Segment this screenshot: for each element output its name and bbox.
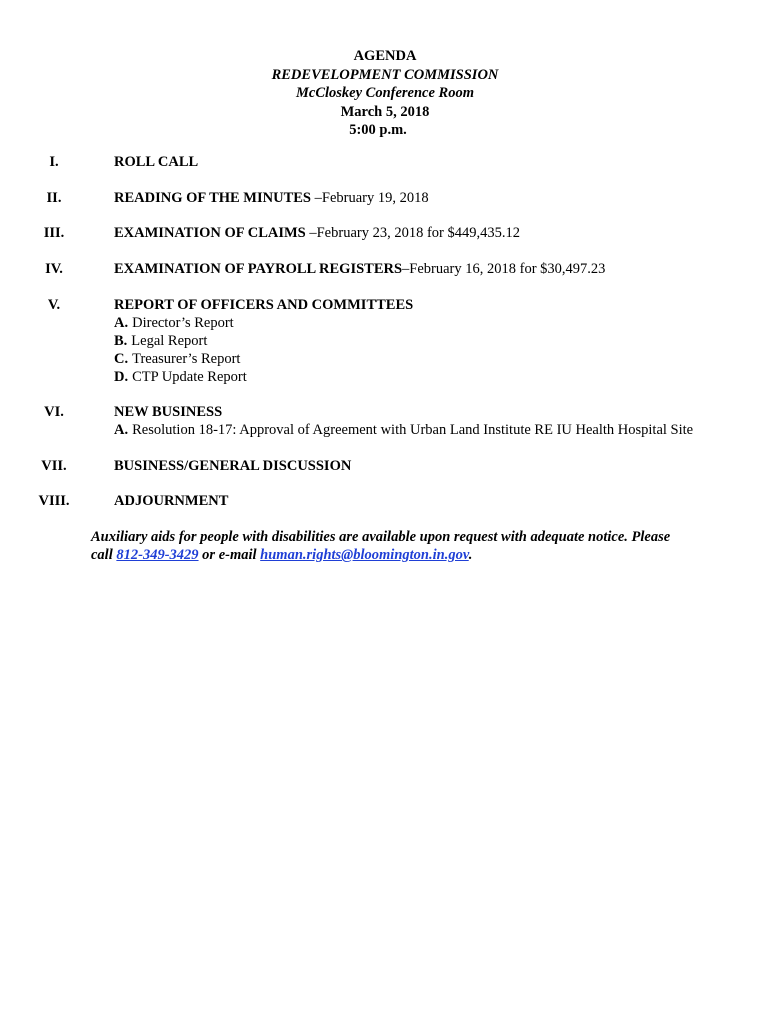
phone-link[interactable]: 812-349-3429 bbox=[116, 547, 199, 563]
notice-middle: or e-mail bbox=[198, 547, 261, 563]
item-numeral: II. bbox=[46, 190, 62, 206]
item-heading: EXAMINATION OF PAYROLL REGISTERS bbox=[114, 261, 403, 277]
item-heading: ROLL CALL bbox=[114, 154, 199, 170]
item-heading: NEW BUSINESS bbox=[114, 404, 223, 420]
item-heading: BUSINESS/GENERAL DISCUSSION bbox=[114, 458, 352, 474]
item-detail: –February 16, 2018 for $30,497.23 bbox=[402, 261, 606, 277]
commission-name: REDEVELOPMENT COMMISSION bbox=[271, 66, 499, 83]
sub-item-treasurers-report: C. Treasurer’s Report bbox=[114, 351, 241, 367]
item-numeral: VIII. bbox=[38, 493, 70, 509]
item-detail: –February 19, 2018 bbox=[311, 190, 429, 206]
meeting-date: March 5, 2018 bbox=[340, 103, 430, 120]
notice-prefix: call bbox=[91, 547, 117, 563]
meeting-location: McCloskey Conference Room bbox=[295, 85, 474, 101]
sub-item-resolution: A. Resolution 18-17: Approval of Agreement with Urban Land Institute RE IU Health Hospital Site bbox=[114, 422, 694, 438]
meeting-time: 5:00 p.m. bbox=[349, 122, 407, 138]
item-detail: –February 23, 2018 for $449,435.12 bbox=[305, 225, 520, 241]
item-numeral: V. bbox=[47, 297, 61, 313]
sub-item-directors-report: A. Director’s Report bbox=[114, 315, 234, 331]
item-numeral: I. bbox=[49, 154, 59, 170]
accessibility-notice bbox=[91, 528, 731, 564]
email-link[interactable]: human.rights@bloomington.in.gov bbox=[260, 547, 469, 563]
agenda-title: AGENDA bbox=[353, 48, 417, 64]
item-heading: EXAMINATION OF CLAIMS bbox=[114, 225, 306, 241]
notice-suffix: . bbox=[468, 547, 473, 563]
agenda-header bbox=[0, 47, 770, 140]
item-heading: ADJOURNMENT bbox=[114, 493, 229, 509]
sub-item-ctp-update-report: D. CTP Update Report bbox=[114, 369, 247, 385]
item-numeral: IV. bbox=[45, 261, 63, 277]
notice-line-1: Auxiliary aids for people with disabilities are available upon request with adequate notice. Please bbox=[91, 529, 671, 545]
item-numeral: VII. bbox=[41, 458, 67, 474]
item-heading: READING OF THE MINUTES bbox=[114, 190, 311, 206]
item-heading: REPORT OF OFFICERS AND COMMITTEES bbox=[114, 297, 414, 313]
notice-line-2 bbox=[91, 546, 731, 564]
item-numeral: III. bbox=[43, 225, 65, 241]
sub-item-legal-report: B. Legal Report bbox=[114, 333, 208, 349]
item-numeral: VI. bbox=[44, 404, 64, 420]
